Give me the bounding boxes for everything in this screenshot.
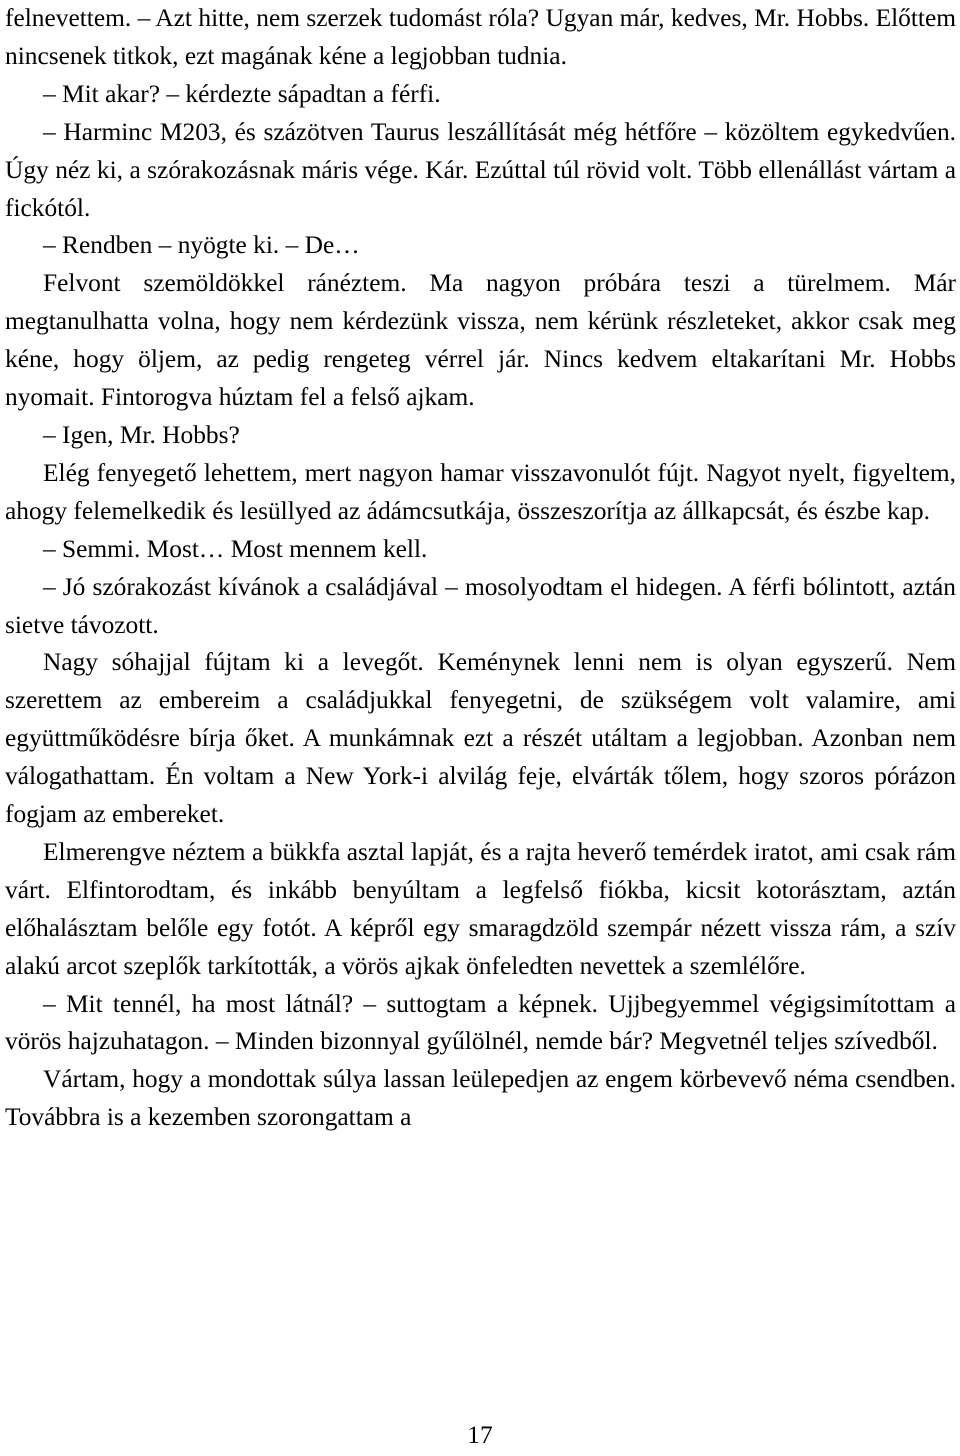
paragraph: Elég fenyegető lehettem, mert nagyon hamar visszavonulót fújt. Nagyot nyelt, figyeltem, ahogy felemelkedik és lesüllyed az ádámcsutkája, összeszorítja az állkapcsát, és észbe kap. [5, 458, 956, 525]
paragraph: Felvont szemöldökkel ránéztem. Ma nagyon próbára teszi a türelmem. Már megtanulhatta volna, hogy nem kérdezünk vissza, nem kérünk részleteket, akkor csak meg kéne, hogy öljem, az pedig rengeteg vérrel jár. Nincs kedvem eltakarítani Mr. Hobbs nyomait. Fintorogva húztam fel a felső ajkam. [5, 269, 956, 412]
paragraph: Nagy sóhajjal fújtam ki a levegőt. Keménynek lenni nem is olyan egyszerű. Nem szerettem az embereim a családjukkal fenyegetni, de szükségem volt valamire, ami együttműködésre bírja őket. A munkámnak ezt a részét utáltam a legjobban. Azonban nem válogathattam. Én voltam a New York-i alvilág feje, elvárták tőlem, hogy szoros pórázon fogjam az embereket. [5, 648, 956, 829]
paragraph: – Mit tennél, ha most látnál? – suttogtam a képnek. Ujjbegyemmel végigsimítottam a vörös hajzuhatagon. – Minden bizonnyal gyűlölnél, nemde bár? Megvetnél teljes szívedből. [5, 989, 956, 1056]
paragraph: – Harminc M203, és százötven Taurus leszállítását még hétfőre – közöltem egykedvűen. Úgy néz ki, a szórakozásnak máris vége. Kár. Ezúttal túl rövid volt. Több ellenállást vártam a fickótól. [5, 117, 956, 222]
paragraph: – Igen, Mr. Hobbs? [43, 420, 240, 449]
page-number: 17 [467, 1421, 493, 1449]
page-body [5, 0, 956, 1137]
paragraph: Elmerengve néztem a bükkfa asztal lapját, és a rajta heverő temérdek iratot, ami csak rám várt. Elfintorodtam, és inkább benyúltam a legfelső fiókba, kicsit kotorásztam, aztán előhalásztam belőle egy fotót. A képről egy smaragdzöld szempár nézett vissza rám, a szív alakú arcot szeplők tarkították, a vörös ajkak önfeledten nevettek a szemlélőre. [5, 837, 956, 980]
paragraph: felnevettem. – Azt hitte, nem szerzek tudomást róla? Ugyan már, kedves, Mr. Hobbs. Előttem nincsenek titkok, ezt magának kéne a legjobban tudnia. [5, 4, 956, 70]
paragraph: Vártam, hogy a mondottak súlya lassan leülepedjen az engem körbevevő néma csendben. Továbbra is a kezemben szorongattam a [5, 1065, 956, 1132]
paragraph: – Mit akar? – kérdezte sápadtan a férfi. [43, 79, 441, 108]
paragraph: – Jó szórakozást kívánok a családjával – mosolyodtam el hidegen. A férfi bólintott, aztán sietve távozott. [5, 572, 956, 639]
paragraph: – Rendben – nyögte ki. – De… [43, 231, 360, 260]
paragraph: – Semmi. Most… Most mennem kell. [43, 534, 428, 563]
